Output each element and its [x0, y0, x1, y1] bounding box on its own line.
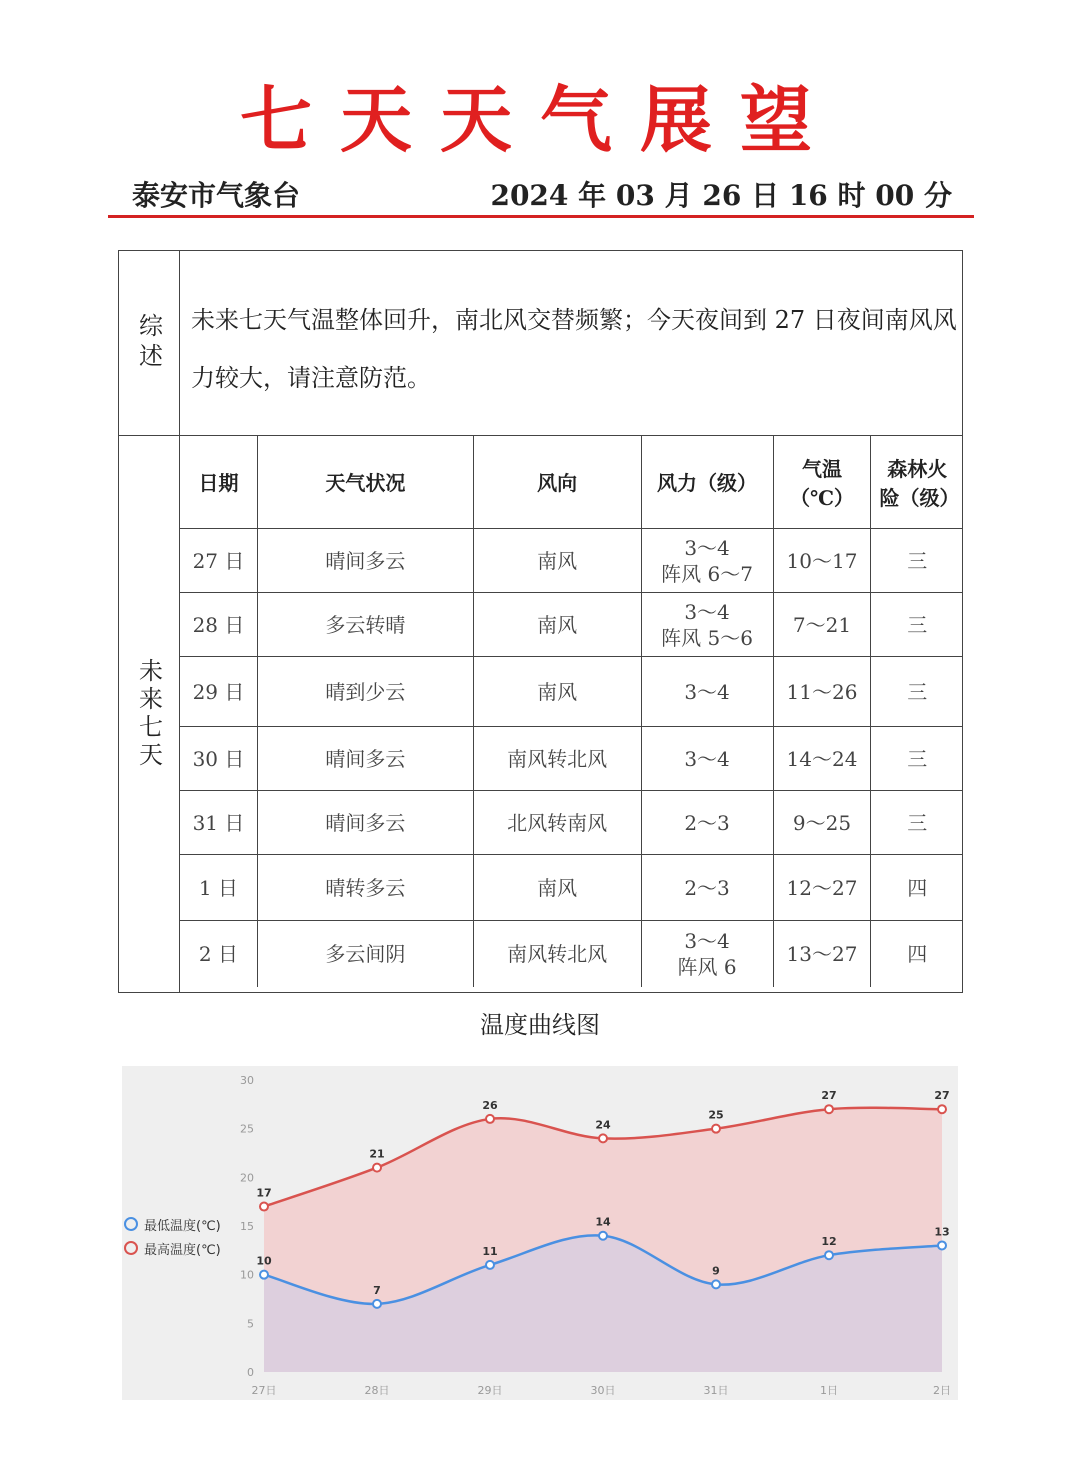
data-label: 25 [708, 1108, 724, 1122]
forecast-section [118, 435, 963, 993]
data-label: 17 [256, 1186, 272, 1200]
data-point [260, 1271, 268, 1279]
fire-risk-cell: 三 [871, 529, 963, 593]
data-point [260, 1203, 268, 1211]
temperature-cell: 9～25 [773, 791, 871, 855]
wind-direction-cell: 南风 [473, 529, 641, 593]
x-tick-label: 1日 [820, 1384, 838, 1397]
data-point [599, 1232, 607, 1240]
wind-force-value: 3～4 [684, 679, 730, 704]
data-point [825, 1251, 833, 1259]
summary-text: 未来七天气温整体回升，南北风交替频繁；今天夜间到 27 日夜间南风风力较大，请注意防范。 [191, 306, 957, 392]
chart-title: 温度曲线图 [480, 1011, 600, 1039]
data-label: 12 [821, 1235, 837, 1249]
summary-label: 综述 [119, 251, 180, 435]
x-tick-label: 2日 [933, 1384, 951, 1397]
temperature-cell: 10～17 [773, 529, 871, 593]
wind-force-cell [641, 727, 773, 791]
y-tick-label: 15 [240, 1220, 254, 1233]
y-tick-label: 0 [247, 1366, 254, 1379]
data-label: 11 [482, 1244, 498, 1258]
date-cell: 30 日 [180, 727, 258, 791]
col-wind-force: 风力（级） [641, 435, 773, 529]
wind-direction-cell: 南风转北风 [473, 727, 641, 791]
wind-force-value: 2～3 [684, 810, 730, 835]
forecast-row [180, 727, 964, 791]
wind-direction-cell: 南风转北风 [473, 921, 641, 987]
wind-force-value: 2～3 [684, 875, 730, 900]
wind-force-cell [641, 855, 773, 921]
weather-cell: 晴间多云 [257, 727, 473, 791]
y-tick-label: 20 [240, 1171, 254, 1185]
data-point [486, 1261, 494, 1269]
col-date: 日期 [180, 435, 258, 529]
gust-value: 阵风 6 [677, 954, 737, 979]
data-point [486, 1115, 494, 1123]
gust-value: 阵风 5～6 [661, 625, 753, 650]
legend-low-label: 最低温度(℃) [144, 1218, 221, 1234]
wind-direction-cell: 南风 [473, 657, 641, 727]
forecast-row [180, 921, 964, 987]
date-cell: 28 日 [180, 593, 258, 657]
page-title: 七天天气展望 [239, 77, 840, 162]
issue-timestamp: 2024 年 03 月 26 日 16 时 00 分 [490, 179, 952, 212]
temperature-chart [122, 1066, 958, 1400]
data-label: 27 [821, 1089, 837, 1103]
date-cell: 1 日 [180, 855, 258, 921]
data-point [938, 1241, 946, 1249]
weather-cell: 多云转晴 [257, 593, 473, 657]
forecast-row [180, 529, 964, 593]
data-label: 14 [595, 1215, 611, 1229]
data-point [599, 1134, 607, 1142]
forecast-row [180, 593, 964, 657]
fire-risk-cell: 四 [871, 921, 963, 987]
data-point [712, 1280, 720, 1288]
temperature-cell: 12～27 [773, 855, 871, 921]
date-cell: 27 日 [180, 529, 258, 593]
data-label: 13 [934, 1225, 950, 1239]
data-point [373, 1300, 381, 1308]
data-label: 7 [373, 1283, 381, 1297]
wind-force-value: 3～4 [684, 746, 730, 771]
y-tick-label: 10 [240, 1268, 254, 1282]
data-label: 27 [934, 1089, 950, 1103]
col-wind-direction: 风向 [473, 435, 641, 529]
x-tick-label: 29日 [477, 1384, 503, 1397]
chart-legend [124, 1212, 221, 1260]
data-label: 24 [595, 1118, 611, 1132]
col-fire-risk: 森林火险（级） [871, 435, 963, 529]
fire-risk-cell: 三 [871, 593, 963, 657]
weather-cell: 晴转多云 [257, 855, 473, 921]
x-tick-label: 31日 [703, 1384, 729, 1397]
col-temperature: 气温（℃） [773, 435, 871, 529]
data-point [373, 1164, 381, 1172]
legend-low-marker [124, 1217, 138, 1231]
weather-cell: 晴间多云 [257, 529, 473, 593]
data-label: 26 [482, 1098, 498, 1112]
x-tick-label: 30日 [590, 1384, 616, 1397]
x-tick-label: 27日 [251, 1384, 277, 1397]
wind-force-value: 3～4 [684, 599, 730, 624]
legend-item-high [124, 1236, 221, 1260]
data-point [825, 1105, 833, 1113]
fire-risk-cell: 四 [871, 855, 963, 921]
data-label: 9 [712, 1264, 720, 1278]
col-weather: 天气状况 [257, 435, 473, 529]
fire-risk-cell: 三 [871, 791, 963, 855]
wind-force-value: 3～4 [684, 535, 730, 560]
forecast-table [179, 435, 963, 987]
weather-cell: 晴间多云 [257, 791, 473, 855]
wind-direction-cell: 南风 [473, 593, 641, 657]
forecast-header-row [180, 435, 964, 529]
legend-high-label: 最高温度(℃) [144, 1242, 221, 1258]
forecast-row [180, 855, 964, 921]
date-cell: 2 日 [180, 921, 258, 987]
x-tick-label: 28日 [364, 1384, 390, 1397]
temperature-cell: 7～21 [773, 593, 871, 657]
wind-force-value: 3～4 [684, 928, 730, 953]
wind-force-cell [641, 529, 773, 593]
gust-value: 阵风 6～7 [661, 561, 753, 586]
fire-risk-cell: 三 [871, 727, 963, 791]
legend-item-low [124, 1212, 221, 1236]
weather-cell: 多云间阴 [257, 921, 473, 987]
wind-force-cell [641, 791, 773, 855]
weather-cell: 晴到少云 [257, 657, 473, 727]
forecast-row [180, 791, 964, 855]
y-tick-label: 30 [240, 1074, 254, 1087]
date-cell: 29 日 [180, 657, 258, 727]
forecast-label: 未来七天 [119, 436, 180, 992]
date-cell: 31 日 [180, 791, 258, 855]
y-tick-label: 25 [240, 1122, 254, 1136]
temperature-cell: 11～26 [773, 657, 871, 727]
data-label: 10 [256, 1254, 272, 1268]
fire-risk-cell: 三 [871, 657, 963, 727]
issuing-agency: 泰安市气象台 [132, 179, 301, 212]
temperature-cell: 13～27 [773, 921, 871, 987]
legend-high-marker [124, 1241, 138, 1255]
wind-force-cell [641, 593, 773, 657]
wind-force-cell [641, 921, 773, 987]
data-point [938, 1105, 946, 1113]
y-tick-label: 5 [247, 1317, 254, 1331]
header-divider [108, 215, 974, 218]
wind-direction-cell: 南风 [473, 855, 641, 921]
summary-section [118, 250, 963, 435]
wind-direction-cell: 北风转南风 [473, 791, 641, 855]
forecast-row [180, 657, 964, 727]
temperature-cell: 14～24 [773, 727, 871, 791]
data-point [712, 1125, 720, 1133]
data-label: 21 [369, 1147, 385, 1161]
wind-force-cell [641, 657, 773, 727]
